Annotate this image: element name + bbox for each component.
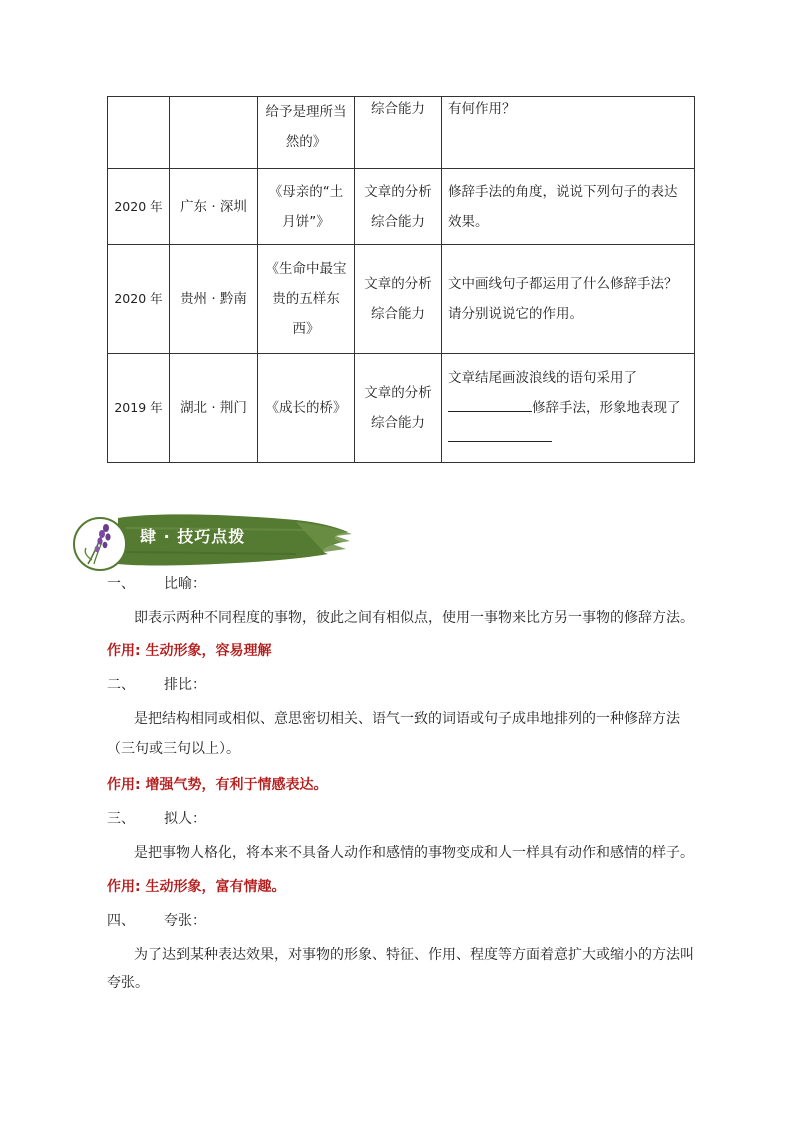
year-cell [108, 97, 170, 169]
year-cell: 2020 年 [108, 169, 170, 245]
question-text: 修辞手法，形象地表现了 [532, 400, 681, 416]
section-effect: 作用: 增强气势，有利于情感表达。 [107, 777, 328, 793]
place-cell: 贵州 · 黔南 [170, 245, 258, 354]
section-number: 二、 [107, 677, 135, 693]
section-heading [107, 675, 697, 695]
section-number: 四、 [107, 913, 135, 929]
section-description-continued: （三句或三句以上）。 [107, 741, 240, 757]
section-title: 肆 · 技巧点拨 [140, 527, 246, 546]
question-cell: 有何作用？ [442, 97, 695, 169]
section-heading [107, 809, 697, 829]
article-title-cell: 给予是理所当然的》 [258, 97, 355, 169]
question-cell [442, 354, 695, 463]
ability-type-cell: 文章的分析综合能力 [355, 354, 442, 463]
question-cell: 文中画线句子都运用了什么修辞手法？请分别说说它的作用。 [442, 245, 695, 354]
fill-blank [448, 427, 552, 442]
section-description-continued: 夸张。 [107, 975, 149, 991]
section-number: 三、 [107, 811, 135, 827]
fill-blank [448, 397, 532, 412]
section-effect: 作用: 生动形象，容易理解 [107, 643, 272, 659]
section-heading [107, 911, 697, 931]
table-row [108, 245, 695, 354]
section-name: 拟人： [164, 811, 206, 827]
place-cell [170, 97, 258, 169]
section-number: 一、 [107, 576, 135, 592]
question-text: 文章结尾画波浪线的语句采用了 [448, 370, 637, 386]
section-name: 排比： [164, 677, 206, 693]
table-row [108, 354, 695, 463]
ability-type-cell: 文章的分析综合能力 [355, 245, 442, 354]
section-name: 比喻： [164, 576, 206, 592]
section-banner [66, 508, 356, 576]
question-cell: 修辞手法的角度，说说下列句子的表达效果。 [442, 169, 695, 245]
article-title-cell: 《成长的桥》 [258, 354, 355, 463]
section-description: 为了达到某种表达效果，对事物的形象、特征、作用、程度等方面着意扩大或缩小的方法叫 [134, 947, 694, 963]
table-row [108, 97, 695, 169]
section-heading [107, 574, 697, 594]
year-cell: 2019 年 [108, 354, 170, 463]
exam-question-table [107, 96, 695, 463]
section-description: 是把事物人格化，将本来不具备人动作和感情的事物变成和人一样具有动作和感情的样子。 [134, 845, 694, 861]
ability-type-cell: 综合能力 [355, 97, 442, 169]
section-name: 夸张： [164, 913, 206, 929]
section-description: 是把结构相同或相似、意思密切相关、语气一致的词语或句子成串地排列的一种修辞方法 [134, 711, 680, 727]
article-title-cell: 《生命中最宝贵的五样东西》 [258, 245, 355, 354]
table-row [108, 169, 695, 245]
section-description: 即表示两种不同程度的事物，彼此之间有相似点，使用一事物来比方另一事物的修辞方法。 [134, 610, 694, 626]
year-cell: 2020 年 [108, 245, 170, 354]
article-title-cell: 《母亲的“土月饼”》 [258, 169, 355, 245]
ability-type-cell: 文章的分析综合能力 [355, 169, 442, 245]
section-effect: 作用: 生动形象，富有情趣。 [107, 879, 286, 895]
place-cell: 广东 · 深圳 [170, 169, 258, 245]
place-cell: 湖北 · 荆门 [170, 354, 258, 463]
